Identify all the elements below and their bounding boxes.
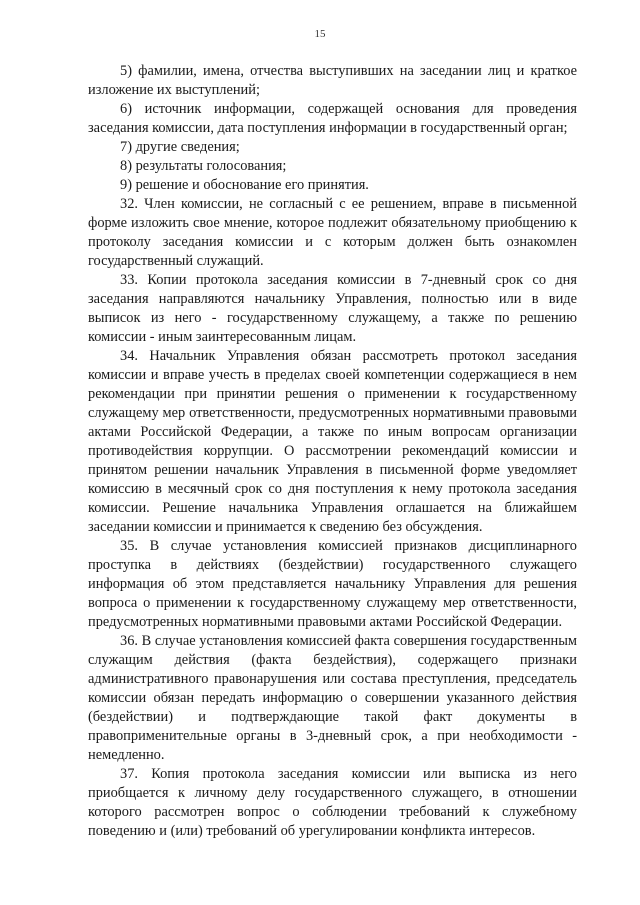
paragraph-34: 34. Начальник Управления обязан рассмотреть протокол заседания комиссии и вправе учесть в пределах своей компетенции содержащиеся в нем рекомендации при принятии решения о применении к государственному служащему мер ответственности, предусмотренных нормативными правовыми актами Российской Федерации, а также по иным вопросам организации противодействия коррупции. О рассмотрении рекомендаций комиссии и принятом решении начальник Управления в письменной форме уведомляет комиссию в месячный срок со дня поступления к нему протокола заседания комиссии. Решение начальника Управления оглашается на ближайшем заседании комиссии и принимается к сведению без обсуждения.	[88, 348, 577, 535]
paragraph-36: 36. В случае установления комиссией факта совершения государственным служащим действия (факта бездействия), содержащего признаки административного правонарушения или состава преступления, председатель комиссии обязан передать информацию о совершении указанного действия (бездействии) и подтверждающие такой факт документы в правоприменительные органы в 3-дневный срок, а при необходимости - немедленно.	[88, 633, 577, 763]
paragraph-item-8: 8) результаты голосования;	[120, 158, 287, 174]
paragraph-item-5: 5) фамилии, имена, отчества выступивших на заседании лиц и краткое изложение их выступлений;	[88, 63, 577, 98]
document-body	[88, 62, 577, 841]
paragraph-35: 35. В случае установления комиссией признаков дисциплинарного проступка в действиях (бездействии) государственного служащего информация об этом представляется начальнику Управления для решения вопроса о применении к государственному служащему мер ответственности, предусмотренных нормативными правовыми актами Российской Федерации.	[88, 538, 577, 630]
paragraph-37: 37. Копия протокола заседания комиссии или выписка из него приобщается к личному делу государственного служащего, в отношении которого рассмотрен вопрос о соблюдении требований к служебному поведению и (или) требований об урегулировании конфликта интересов.	[88, 766, 577, 839]
page-number: 15	[314, 28, 326, 40]
paragraph-item-7: 7) другие сведения;	[120, 139, 240, 155]
paragraph-33: 33. Копии протокола заседания комиссии в 7-дневный срок со дня заседания направляются начальнику Управления, полностью или в виде выписок из него - государственному служащему, а также по решению комиссии - иным заинтересованным лицам.	[88, 272, 577, 345]
paragraph-32: 32. Член комиссии, не согласный с ее решением, вправе в письменной форме изложить свое мнение, которое подлежит обязательному приобщению к протоколу заседания комиссии и с которым должен быть ознакомлен государственный служащий.	[88, 196, 577, 269]
paragraph-item-9: 9) решение и обоснование его принятия.	[120, 177, 369, 193]
paragraph-item-6: 6) источник информации, содержащей основания для проведения заседания комиссии, дата поступления информации в государственный орган;	[88, 101, 577, 136]
